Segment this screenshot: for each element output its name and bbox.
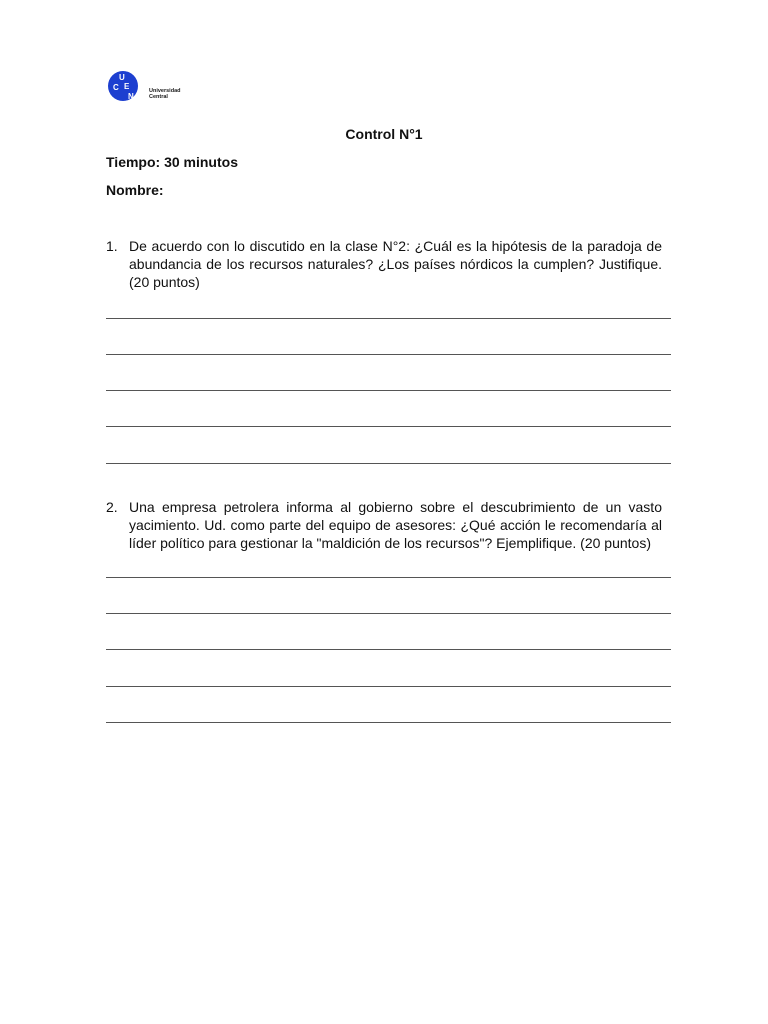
logo-letter-u: U [119, 73, 125, 82]
answer-line [106, 318, 671, 319]
answer-line [106, 577, 671, 578]
institution-name [149, 88, 180, 100]
question-number: 2. [106, 499, 118, 515]
answer-line [106, 426, 671, 427]
logo-letter-c: C [113, 83, 119, 92]
university-logo [107, 69, 197, 105]
answer-line [106, 649, 671, 650]
answer-line [106, 613, 671, 614]
logo-letter-e: E [124, 82, 130, 91]
question-2 [106, 498, 662, 552]
institution-line-2: Central [149, 94, 168, 100]
document-title: Control N°1 [345, 126, 423, 142]
question-number: 1. [106, 238, 118, 254]
answer-line [106, 354, 671, 355]
question-1 [106, 237, 662, 291]
time-label: Tiempo: 30 minutos [106, 154, 238, 170]
answer-line [106, 686, 671, 687]
logo-letter-n: N [128, 92, 134, 101]
question-text: Una empresa petrolera informa al gobierno sobre el descubrimiento de un vasto yacimiento. Ud. como parte del equipo de asesores: ¿Qué acción le recomendaría al líder político para gestionar la "maldición de los recursos"? Ejemplifique. (20 puntos) [129, 499, 662, 551]
name-label: Nombre: [106, 182, 164, 198]
question-text: De acuerdo con lo discutido en la clase N°2: ¿Cuál es la hipótesis de la paradoja de abundancia de los recursos naturales? ¿Los países nórdicos la cumplen? Justifique. (20 puntos) [129, 238, 662, 290]
answer-line [106, 390, 671, 391]
institution-line-1: Universidad [149, 88, 181, 94]
ucen-logo-mark [107, 69, 143, 105]
answer-line [106, 463, 671, 464]
answer-line [106, 722, 671, 723]
